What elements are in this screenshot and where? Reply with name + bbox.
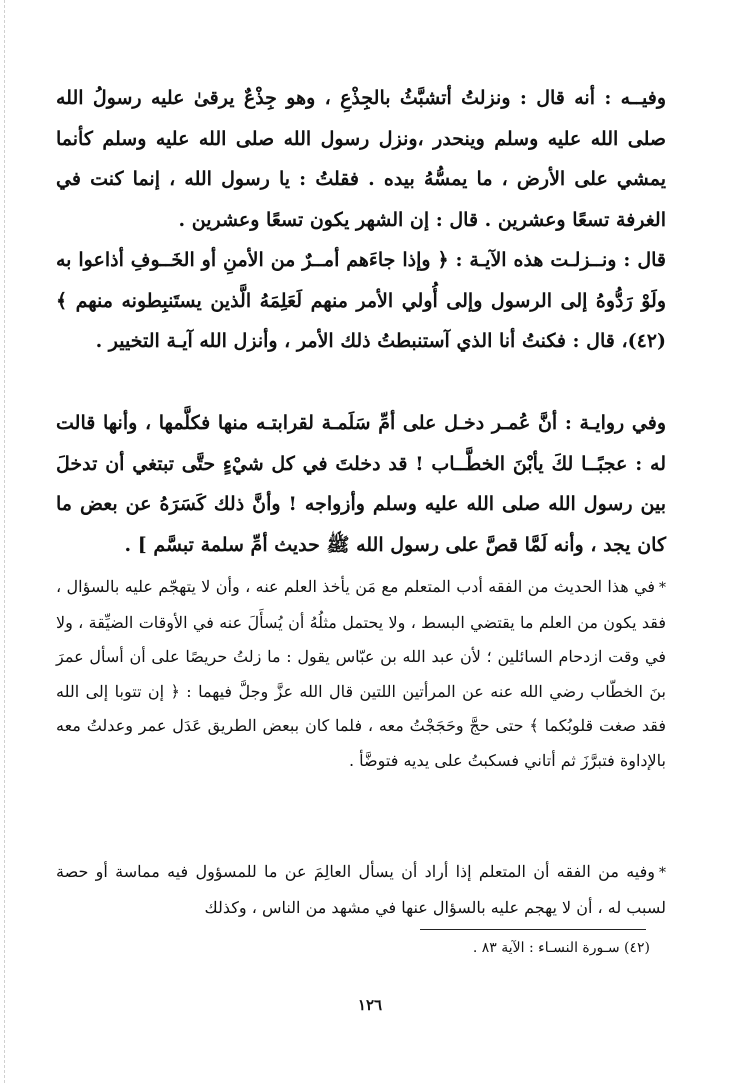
note-star-icon: * — [659, 865, 666, 881]
page-number: ١٢٦ — [357, 996, 383, 1014]
commentary-paragraph — [56, 570, 666, 778]
note-star-icon: * — [659, 580, 667, 596]
main-text-paragraph-3 — [56, 403, 666, 565]
main-paragraph: قال : ونــزلـت هذه الآيـة : ﴿ وإذا جاءَهم أمــرٌ من الأمنِ أو الخَــوفِ أذاعوا به ولَوْ رَدُّوهُ إلى الرسول وإلى أُولي الأمر منهم لَعَلِمَهُ الَّذين يستَنبِطونه منهم ﴾(٤٢)، قال : فكنتُ أنا الذي آستنبطتُ ذلك الأمر ، وأنزل الله آيـة التخيير . — [56, 249, 666, 352]
commentary-text: في هذا الحديث من الفقه أدب المتعلم مع مَن يأخذ العلم عنه ، وأن لا يتهجّم عليه بالسؤال ، فقد يكون من العلم ما يقتضي البسط ، ولا يحتمل مثلُهُ أن يُسأَلَ عنه في الأوقات الضيِّقة ، ولا في وقت ازدحام السائلين ؛ لأن عبد الله بن عبّاس يقول : ما زلتُ حريصًا على أن أسأل عمرَ بنَ الخطّاب رضي الله عنه عن المرأتين اللتين قال الله عزَّ وجلَّ فيهما : ﴿ إن تتوبا إلى الله فقد صغت قلوبُكما ﴾ حتى حجَّ وحَجَجْتُ معه ، فلما كان ببعض الطريق عَدَل عمر وعدلتُ معه بالإداوة فتبرَّزَ ثم أتاني فسكبتُ على يديه فتوضَّأ . — [56, 577, 666, 770]
footnote-divider — [420, 929, 646, 930]
commentary-note-2 — [56, 855, 666, 925]
commentary-text: وفيه من الفقه أن المتعلم إذا أراد أن يسأل العالِمَ عن ما للمسؤول فيه مماسة أو حصة لسبب له ، أن لا يهجم عليه بالسؤال عنها في مشهد من الناس ، وكذلك — [56, 862, 666, 917]
main-text-paragraph-2 — [56, 240, 666, 362]
footnote: (٤٢) سـورة النسـاء : الآية ٨٣ . — [472, 940, 650, 956]
main-text-paragraph-1 — [56, 78, 666, 240]
commentary-paragraph — [56, 855, 666, 925]
main-paragraph: وفيــه : أنه قال : ونزلتُ أتشبَّثُ بالجِذْعِ ، وهو جِذْعٌ يرقىٰ عليه رسولُ الله صلى الله عليه وسلم وينحدر ،ونزل رسول الله صلى الله عليه وسلم كأنما يمشي على الأرض ، ما يمسُّهُ بيده . فقلتُ : يا رسول الله ، إنما كنت في الغرفة تسعًا وعشرين . قال : إن الشهر يكون تسعًا وعشرين . — [56, 87, 666, 231]
main-paragraph: وفي روايـة : أنَّ عُمـر دخـل على أمِّ سَلَمـة لقرابتـه منها فكلَّمها ، وأنها قالت له : عجبًــا لكَ يأبْنَ الخطَّــاب ! قد دخلتَ في كل شيْءٍ حتَّى تبتغي أن تدخلَ بين رسول الله صلى الله عليه وسلم وأزواجه ! وأنَّ ذلك كَسَرَهُ عن بعض ما كان يجد ، وأنه لَمَّا قصَّ على رسول الله ﷺ حديث أمِّ سلمة تبسَّم ] . — [56, 412, 666, 556]
commentary-note-1 — [56, 570, 666, 778]
page-edge-line — [4, 0, 6, 1083]
